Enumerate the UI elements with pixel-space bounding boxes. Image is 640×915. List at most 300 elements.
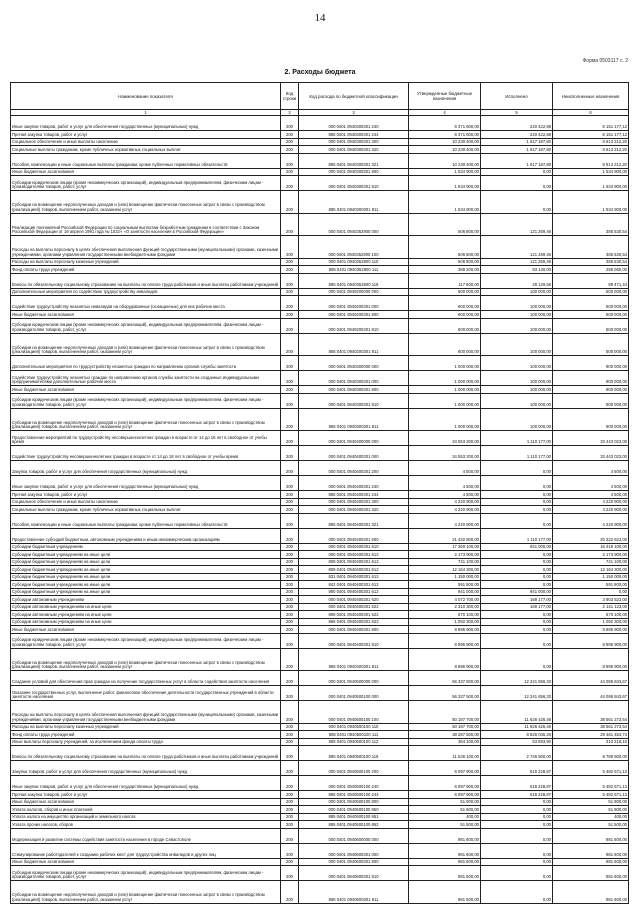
cell-executed: 1 110 177,00 bbox=[481, 446, 553, 461]
cell-line-code: 200 bbox=[281, 446, 299, 461]
cell-unexecuted: 4 500,00 bbox=[553, 461, 629, 476]
cell-approved: 51 500,00 bbox=[409, 821, 481, 829]
table-row bbox=[11, 866, 629, 881]
cell-name: Модернизация и развитие системы содействия занятости населения в городе Севастополе bbox=[11, 828, 281, 843]
cell-line-code: 200 bbox=[281, 266, 299, 274]
cell-line-code: 200 bbox=[281, 498, 299, 506]
cell-unexecuted: 8 613 212,20 bbox=[553, 153, 629, 168]
table-row bbox=[11, 828, 629, 843]
cell-executed: 0,00 bbox=[481, 461, 553, 476]
cell-unexecuted: 38 561 273,54 bbox=[553, 723, 629, 731]
table-row bbox=[11, 258, 629, 266]
cell-line-code: 200 bbox=[281, 821, 299, 829]
cell-name: Прочая закупка товаров, работ и услуг bbox=[11, 491, 281, 499]
form-code: Форма 0503117 с. 2 bbox=[582, 58, 628, 64]
cell-unexecuted: 12 164 300,00 bbox=[553, 566, 629, 574]
cell-name: Субсидии бюджетным учреждениям на иные цели bbox=[11, 566, 281, 574]
cell-line-code: 200 bbox=[281, 731, 299, 739]
cell-approved: 17 360 100,00 bbox=[409, 543, 481, 551]
column-number: 3 bbox=[299, 110, 409, 116]
cell-classification-code: 000 0401 0940300301 810 bbox=[299, 176, 409, 191]
cell-approved: 400,00 bbox=[409, 813, 481, 821]
cell-name: Субсидии бюджетным учреждениям на иные цели bbox=[11, 588, 281, 596]
cell-approved: 981 600,00 bbox=[409, 843, 481, 858]
cell-approved: 2 310 300,00 bbox=[409, 603, 481, 611]
cell-classification-code: 808 0401 0940400301 612 bbox=[299, 558, 409, 566]
header-classification-code: Код расхода по бюджетной классификации bbox=[299, 83, 409, 110]
cell-line-code: 200 bbox=[281, 558, 299, 566]
table-row bbox=[11, 491, 629, 499]
cell-unexecuted: 296 060,00 bbox=[553, 266, 629, 274]
table-row bbox=[11, 701, 629, 724]
cell-approved: 10 230 400,00 bbox=[409, 146, 481, 154]
cell-classification-code: 885 0401 0940500100 119 bbox=[299, 746, 409, 761]
cell-name: Стимулирование работодателей к созданию рабочих мест для трудоустройства инвалидов и других лиц bbox=[11, 843, 281, 858]
cell-classification-code: 809 0401 0940400301 612 bbox=[299, 566, 409, 574]
cell-name: Взносы по обязательному социальному страхованию на выплаты по оплате труда работников и иные выплаты работникам учреждений bbox=[11, 746, 281, 761]
cell-line-code: 200 bbox=[281, 491, 299, 499]
cell-executed: 12 241 656,33 bbox=[481, 686, 553, 701]
table-row bbox=[11, 798, 629, 806]
cell-unexecuted: 4 500,00 bbox=[553, 476, 629, 491]
cell-executed: 0,00 bbox=[481, 491, 553, 499]
cell-classification-code: 000 0401 0940400301 612 bbox=[299, 551, 409, 559]
cell-line-code: 200 bbox=[281, 573, 299, 581]
cell-line-code: 200 bbox=[281, 858, 299, 866]
cell-unexecuted: 900 000,00 bbox=[553, 356, 629, 371]
cell-line-code: 200 bbox=[281, 843, 299, 858]
column-number: 2 bbox=[281, 110, 299, 116]
cell-executed: 941 000,00 bbox=[481, 543, 553, 551]
header-name: Наименование показателя bbox=[11, 83, 281, 110]
cell-classification-code: 885 0401 0940400301 811 bbox=[299, 648, 409, 671]
cell-line-code: 200 bbox=[281, 791, 299, 799]
cell-unexecuted: 670 100,00 bbox=[553, 611, 629, 619]
cell-approved: 1 534 900,00 bbox=[409, 168, 481, 176]
table-row bbox=[11, 558, 629, 566]
cell-approved: 21 432 800,00 bbox=[409, 528, 481, 543]
cell-executed: 0,00 bbox=[481, 498, 553, 506]
cell-name: Субсидии на возмещение недополученных доходов и (или) возмещение фактически понесенных затрат в связи с производством (реализацией) товаров, выполнением работ, оказанием услуг bbox=[11, 408, 281, 431]
cell-executed: 0,00 bbox=[481, 798, 553, 806]
table-row bbox=[11, 266, 629, 274]
cell-name: Дополнительные мероприятия по содействию трудоустройству инвалидов bbox=[11, 288, 281, 296]
cell-classification-code: 000 0401 0940400301 200 bbox=[299, 461, 409, 476]
table-row bbox=[11, 581, 629, 589]
cell-unexecuted: 5 482 671,13 bbox=[553, 761, 629, 776]
cell-classification-code: 000 0401 0940400301 240 bbox=[299, 476, 409, 491]
cell-classification-code: 885 0401 0940400301 321 bbox=[299, 513, 409, 528]
cell-line-code: 200 bbox=[281, 723, 299, 731]
table-row bbox=[11, 648, 629, 671]
cell-classification-code: 809 0401 0940400301 622 bbox=[299, 611, 409, 619]
cell-executed: 1 617 187,80 bbox=[481, 138, 553, 146]
cell-unexecuted: 500 000,00 bbox=[553, 311, 629, 319]
cell-unexecuted: 2 173 900,00 bbox=[553, 551, 629, 559]
cell-line-code: 200 bbox=[281, 288, 299, 296]
cell-classification-code: 000 0401 0940500100 000 bbox=[299, 686, 409, 701]
table-row bbox=[11, 168, 629, 176]
cell-name: Субсидии бюджетным учреждениям на иные цели bbox=[11, 581, 281, 589]
table-row bbox=[11, 191, 629, 214]
cell-approved: 56 337 500,00 bbox=[409, 671, 481, 686]
cell-line-code: 200 bbox=[281, 461, 299, 476]
cell-executed: 0,00 bbox=[481, 806, 553, 814]
cell-executed: 100 000,00 bbox=[481, 296, 553, 311]
cell-approved: 2 173 900,00 bbox=[409, 551, 481, 559]
cell-classification-code: 885 0401 0940352900 111 bbox=[299, 266, 409, 274]
cell-unexecuted: 1 092 300,00 bbox=[553, 618, 629, 626]
cell-executed: 615 228,87 bbox=[481, 791, 553, 799]
table-row bbox=[11, 573, 629, 581]
cell-line-code: 200 bbox=[281, 581, 299, 589]
cell-unexecuted: 33 443 023,00 bbox=[553, 431, 629, 446]
cell-name: Иные закупки товаров, работ и услуг для обеспечения государственных (муниципальных) нужд bbox=[11, 116, 281, 131]
cell-line-code: 200 bbox=[281, 408, 299, 431]
cell-approved: 51 900,00 bbox=[409, 798, 481, 806]
cell-executed: 93 140,00 bbox=[481, 266, 553, 274]
cell-line-code: 200 bbox=[281, 431, 299, 446]
cell-classification-code: 000 0401 0940600301 810 bbox=[299, 866, 409, 881]
cell-line-code: 200 bbox=[281, 236, 299, 259]
cell-executed: 0,00 bbox=[481, 191, 553, 214]
cell-line-code: 200 bbox=[281, 551, 299, 559]
cell-classification-code: 831 0401 0940400301 612 bbox=[299, 573, 409, 581]
column-number: 4 bbox=[409, 110, 481, 116]
cell-unexecuted: 500 000,00 bbox=[553, 318, 629, 333]
cell-approved: 4 072 700,00 bbox=[409, 596, 481, 604]
cell-name: Реализация полномочий Российской Федерации по социальным выплатам безработным гражданам в соответствии с Законом Российской Федерации от 19 апреля 1991 года № 1032-I «О занятости населения в Российской Федерации» bbox=[11, 213, 281, 236]
cell-approved: 389 200,00 bbox=[409, 266, 481, 274]
cell-name: Субсидии на возмещение недополученных доходов и (или) возмещение фактически понесенных затрат в связи с производством (реализацией) товаров, выполнением работ, оказанием услуг bbox=[11, 191, 281, 214]
cell-approved: 6 097 900,00 bbox=[409, 791, 481, 799]
cell-unexecuted: 900 000,00 bbox=[553, 393, 629, 408]
cell-classification-code: 000 0401 0940400301 800 bbox=[299, 626, 409, 634]
cell-classification-code: 000 0401 0940400301 300 bbox=[299, 498, 409, 506]
cell-executed: 0,00 bbox=[481, 611, 553, 619]
cell-approved: 600 000,00 bbox=[409, 311, 481, 319]
cell-approved: 4 500,00 bbox=[409, 476, 481, 491]
cell-line-code: 200 bbox=[281, 191, 299, 214]
cell-approved: 981 600,00 bbox=[409, 828, 481, 843]
cell-executed: 0,00 bbox=[481, 626, 553, 634]
column-number: 1 bbox=[11, 110, 281, 116]
cell-executed: 100 000,00 bbox=[481, 371, 553, 386]
cell-name: Субсидии юридическим лицам (кроме некоммерческих организаций), индивидуальным предпринимателям, физическим лицам - производителям товаров, работ, услуг bbox=[11, 866, 281, 881]
table-row bbox=[11, 138, 629, 146]
cell-classification-code: 000 0401 0940400301 320 bbox=[299, 506, 409, 514]
cell-unexecuted: 900 000,00 bbox=[553, 386, 629, 394]
cell-classification-code: 000 0401 0940300301 800 bbox=[299, 168, 409, 176]
cell-classification-code: 000 0401 0940600301 000 bbox=[299, 843, 409, 858]
cell-executed: 121 269,46 bbox=[481, 213, 553, 236]
cell-line-code: 200 bbox=[281, 566, 299, 574]
cell-approved: 1 000 000,00 bbox=[409, 371, 481, 386]
cell-classification-code: 000 0401 0940352900 100 bbox=[299, 236, 409, 259]
cell-approved: 4 500,00 bbox=[409, 491, 481, 499]
cell-classification-code: 000 0401 0940300301 240 bbox=[299, 116, 409, 131]
cell-classification-code: 000 0401 0940500100 240 bbox=[299, 776, 409, 791]
cell-classification-code: 000 0401 0940500100 200 bbox=[299, 761, 409, 776]
table-row bbox=[11, 146, 629, 154]
cell-classification-code: 885 0401 0940300301 244 bbox=[299, 131, 409, 139]
cell-name: Уплата налогов, сборов и иных платежей bbox=[11, 806, 281, 814]
cell-classification-code: 000 0401 0940352900 110 bbox=[299, 258, 409, 266]
cell-name: Субсидии на возмещение недополученных доходов и (или) возмещение фактически понесенных затрат в связи с производством (реализацией) товаров, выполнением работ, оказанием услуг bbox=[11, 333, 281, 356]
cell-unexecuted: 33 443 023,00 bbox=[553, 446, 629, 461]
table-row bbox=[11, 731, 629, 739]
cell-name: Предоставление мероприятий по трудоустройству несовершеннолетних граждан в возрасте от 14 до 18 лет в свободное от учебы время bbox=[11, 431, 281, 446]
cell-line-code: 200 bbox=[281, 603, 299, 611]
table-row bbox=[11, 843, 629, 858]
cell-executed: 100 000,00 bbox=[481, 356, 553, 371]
table-row bbox=[11, 176, 629, 191]
cell-unexecuted: 310 216,10 bbox=[553, 738, 629, 746]
cell-approved: 981 600,00 bbox=[409, 858, 481, 866]
table-row bbox=[11, 821, 629, 829]
cell-executed: 8 826 045,26 bbox=[481, 731, 553, 739]
cell-executed: 1 110 177,00 bbox=[481, 528, 553, 543]
cell-classification-code: 885 0401 0940352900 119 bbox=[299, 273, 409, 288]
cell-line-code: 200 bbox=[281, 116, 299, 131]
cell-approved: 591 800,00 bbox=[409, 581, 481, 589]
cell-approved: 10 230 400,00 bbox=[409, 153, 481, 168]
cell-line-code: 200 bbox=[281, 528, 299, 543]
cell-name: Субсидии бюджетным учреждениям bbox=[11, 543, 281, 551]
table-row bbox=[11, 761, 629, 776]
cell-executed: 169 177,00 bbox=[481, 603, 553, 611]
cell-name: Субсидии бюджетным учреждениям на иные цели bbox=[11, 573, 281, 581]
header-approved: Утвержденные бюджетные назначения bbox=[409, 83, 481, 110]
cell-name: Прочая закупка товаров, работ и услуг bbox=[11, 131, 281, 139]
cell-approved: 51 900,00 bbox=[409, 806, 481, 814]
table-row bbox=[11, 461, 629, 476]
cell-line-code: 200 bbox=[281, 513, 299, 528]
expenditure-table bbox=[10, 82, 629, 904]
cell-line-code: 200 bbox=[281, 146, 299, 154]
cell-unexecuted: 500 000,00 bbox=[553, 296, 629, 311]
cell-unexecuted: 591 800,00 bbox=[553, 581, 629, 589]
table-row bbox=[11, 356, 629, 371]
cell-name: Пособия, компенсации и иные социальные выплаты гражданам, кроме публичных нормативных обязательств bbox=[11, 513, 281, 528]
table-row bbox=[11, 116, 629, 131]
cell-line-code: 200 bbox=[281, 866, 299, 881]
cell-line-code: 200 bbox=[281, 168, 299, 176]
cell-approved: 8 895 900,00 bbox=[409, 633, 481, 648]
cell-classification-code: 866 0401 0940400301 622 bbox=[299, 618, 409, 626]
cell-unexecuted: 5 482 671,13 bbox=[553, 776, 629, 791]
cell-name: Иные бюджетные ассигнования bbox=[11, 168, 281, 176]
cell-classification-code: 000 0401 0940300301 320 bbox=[299, 146, 409, 154]
cell-unexecuted: 3 903 523,00 bbox=[553, 596, 629, 604]
cell-classification-code: 000 0401 0940500000 000 bbox=[299, 671, 409, 686]
cell-name: Субсидии на возмещение недополученных доходов и (или) возмещение фактически понесенных затрат в связи с производством (реализацией) товаров, выполнением работ, оказанием услуг bbox=[11, 648, 281, 671]
cell-executed: 100 000,00 bbox=[481, 311, 553, 319]
table-row bbox=[11, 566, 629, 574]
cell-executed: 0,00 bbox=[481, 618, 553, 626]
cell-approved: 34 553 200,00 bbox=[409, 446, 481, 461]
cell-name: Оказание государственных услуг, выполнение работ, финансовое обеспечение деятельности государственных учреждений в области занятости населения bbox=[11, 686, 281, 701]
cell-unexecuted: 51 900,00 bbox=[553, 798, 629, 806]
cell-name: Субсидии на возмещение недополученных доходов и (или) возмещение фактически понесенных затрат в связи с производством (реализацией) товаров, выполнением работ, оказанием услуг bbox=[11, 881, 281, 904]
cell-name: Закупка товаров, работ и услуг для обеспечения государственных (муниципальных) нужд bbox=[11, 761, 281, 776]
cell-approved: 6 371 600,00 bbox=[409, 116, 481, 131]
cell-classification-code: 000 0401 0940600000 000 bbox=[299, 828, 409, 843]
table-row bbox=[11, 746, 629, 761]
cell-approved: 1 000 000,00 bbox=[409, 408, 481, 431]
cell-unexecuted: 741 100,00 bbox=[553, 558, 629, 566]
cell-classification-code: 000 0401 0940400000 000 bbox=[299, 431, 409, 446]
cell-unexecuted: 981 600,00 bbox=[553, 843, 629, 858]
cell-executed: 0,00 bbox=[481, 476, 553, 491]
cell-name: Содействие трудоустройству незанятых инвалидов на оборудованные (оснащенные) для них рабочие места bbox=[11, 296, 281, 311]
cell-classification-code: 000 0401 0940400301 622 bbox=[299, 603, 409, 611]
cell-name: Субсидии юридическим лицам (кроме некоммерческих организаций), индивидуальным предпринимателям, физическим лицам - производителям товаров, работ, услуг bbox=[11, 393, 281, 408]
cell-executed: 0,00 bbox=[481, 551, 553, 559]
cell-approved: 38 287 500,00 bbox=[409, 731, 481, 739]
cell-line-code: 200 bbox=[281, 596, 299, 604]
table-row bbox=[11, 498, 629, 506]
cell-unexecuted: 1 150 000,00 bbox=[553, 573, 629, 581]
cell-name: Иные бюджетные ассигнования bbox=[11, 386, 281, 394]
cell-classification-code: 885 0401 0940500100 112 bbox=[299, 738, 409, 746]
header-executed: Исполнено bbox=[481, 83, 553, 110]
cell-executed: 0,00 bbox=[481, 566, 553, 574]
cell-name: Субсидии автономным учреждениям на иные цели bbox=[11, 618, 281, 626]
cell-executed: 220 422,88 bbox=[481, 131, 553, 139]
cell-executed: 0,00 bbox=[481, 513, 553, 528]
cell-classification-code: 000 0401 0940300301 000 bbox=[299, 371, 409, 386]
cell-approved: 670 100,00 bbox=[409, 611, 481, 619]
cell-name: Социальное обеспечение и иные выплаты населению bbox=[11, 138, 281, 146]
cell-executed: 0,00 bbox=[481, 558, 553, 566]
cell-name: Социальные выплаты гражданам, кроме публичных нормативных социальных выплат bbox=[11, 146, 281, 154]
table-row bbox=[11, 791, 629, 799]
cell-line-code: 200 bbox=[281, 588, 299, 596]
cell-line-code: 200 bbox=[281, 543, 299, 551]
table-row bbox=[11, 333, 629, 356]
cell-line-code: 200 bbox=[281, 213, 299, 236]
cell-name: Субсидии автономным учреждениям на иные цели bbox=[11, 611, 281, 619]
cell-approved: 600 000,00 bbox=[409, 333, 481, 356]
cell-line-code: 200 bbox=[281, 296, 299, 311]
cell-line-code: 200 bbox=[281, 761, 299, 776]
cell-name: Расходы на выплаты персоналу в целях обеспечения выполнения функций государственными (муниципальными) органами, казенными учреждениями, органами управления государственными внебюджетными фондами bbox=[11, 236, 281, 259]
cell-unexecuted: 981 600,00 bbox=[553, 866, 629, 881]
cell-classification-code: 885 0401 0940500100 852 bbox=[299, 821, 409, 829]
cell-unexecuted: 5 482 671,13 bbox=[553, 791, 629, 799]
cell-line-code: 200 bbox=[281, 311, 299, 319]
table-row bbox=[11, 408, 629, 431]
column-number: 5 bbox=[481, 110, 553, 116]
cell-line-code: 200 bbox=[281, 813, 299, 821]
cell-approved: 1 092 300,00 bbox=[409, 618, 481, 626]
cell-approved: 600 000,00 bbox=[409, 318, 481, 333]
cell-approved: 1 000 000,00 bbox=[409, 356, 481, 371]
cell-approved: 4 220 900,00 bbox=[409, 513, 481, 528]
cell-unexecuted: 385 530,54 bbox=[553, 213, 629, 236]
cell-unexecuted: 981 600,00 bbox=[553, 828, 629, 843]
cell-approved: 506 800,00 bbox=[409, 213, 481, 236]
cell-unexecuted: 89 471,44 bbox=[553, 273, 629, 288]
table-row bbox=[11, 446, 629, 461]
cell-approved: 506 800,00 bbox=[409, 258, 481, 266]
cell-name: Субсидии бюджетным учреждениям на иные цели bbox=[11, 558, 281, 566]
cell-line-code: 200 bbox=[281, 806, 299, 814]
table-row bbox=[11, 671, 629, 686]
cell-approved: 34 553 200,00 bbox=[409, 431, 481, 446]
page-number: 14 bbox=[314, 12, 326, 24]
table-row bbox=[11, 513, 629, 528]
table-row bbox=[11, 738, 629, 746]
cell-approved: 6 097 900,00 bbox=[409, 776, 481, 791]
cell-name: Социальные выплаты гражданам, кроме публичных нормативных социальных выплат bbox=[11, 506, 281, 514]
cell-unexecuted: 51 500,00 bbox=[553, 821, 629, 829]
cell-classification-code: 000 0401 0940400301 600 bbox=[299, 528, 409, 543]
table-row bbox=[11, 431, 629, 446]
cell-line-code: 200 bbox=[281, 686, 299, 701]
cell-executed: 0,00 bbox=[481, 828, 553, 843]
cell-name: Субсидии автономным учреждениям bbox=[11, 596, 281, 604]
cell-unexecuted: 51 900,00 bbox=[553, 806, 629, 814]
table-header-row bbox=[11, 83, 629, 110]
cell-line-code: 200 bbox=[281, 626, 299, 634]
cell-line-code: 200 bbox=[281, 333, 299, 356]
cell-unexecuted: 2 141 123,00 bbox=[553, 603, 629, 611]
header-line-code: Код строки bbox=[281, 83, 299, 110]
cell-approved: 117 600,00 bbox=[409, 273, 481, 288]
cell-approved: 600 000,00 bbox=[409, 296, 481, 311]
cell-classification-code: 000 0401 0940400301 610 bbox=[299, 543, 409, 551]
cell-name: Уплата налога на имущество организаций и земельного налога bbox=[11, 813, 281, 821]
cell-name: Содействие трудоустройству несовершеннолетних граждан в возрасте от 14 до 18 лет в свободное от учебы время bbox=[11, 446, 281, 461]
cell-executed: 0,00 bbox=[481, 648, 553, 671]
cell-classification-code: 885 0401 0940500100 111 bbox=[299, 731, 409, 739]
cell-executed: 0,00 bbox=[481, 866, 553, 881]
cell-name: Иные бюджетные ассигнования bbox=[11, 311, 281, 319]
cell-name: Социальное обеспечение и иные выплаты населению bbox=[11, 498, 281, 506]
cell-line-code: 200 bbox=[281, 393, 299, 408]
cell-classification-code: 885 0401 0940500100 244 bbox=[299, 791, 409, 799]
table-row bbox=[11, 603, 629, 611]
cell-name: Предоставление субсидий бюджетным, автономным учреждениям и иным некоммерческим организациям bbox=[11, 528, 281, 543]
cell-classification-code: 000 0401 0940500100 110 bbox=[299, 723, 409, 731]
cell-unexecuted: 44 095 843,67 bbox=[553, 671, 629, 686]
cell-executed: 0,00 bbox=[481, 176, 553, 191]
cell-classification-code: 000 0401 0940200301 000 bbox=[299, 296, 409, 311]
section-heading: 2. Расходы бюджета bbox=[284, 69, 356, 76]
cell-line-code: 200 bbox=[281, 356, 299, 371]
cell-unexecuted: 8 895 900,00 bbox=[553, 648, 629, 671]
cell-unexecuted: 8 613 212,20 bbox=[553, 146, 629, 154]
cell-line-code: 200 bbox=[281, 476, 299, 491]
table-row bbox=[11, 551, 629, 559]
cell-executed: 1 110 177,00 bbox=[481, 431, 553, 446]
cell-unexecuted: 38 561 273,54 bbox=[553, 701, 629, 724]
cell-approved: 981 600,00 bbox=[409, 881, 481, 904]
cell-name: Создание условий для обеспечения прав граждан на получение государственных услуг в области содействия занятости населения bbox=[11, 671, 281, 686]
table-row bbox=[11, 386, 629, 394]
cell-classification-code: 885 0401 0940300301 811 bbox=[299, 191, 409, 214]
cell-name: Расходы на выплаты персоналу в целях обеспечения выполнения функций государственными (муниципальными) органами, казенными учреждениями, органами управления государственными внебюджетными фондами bbox=[11, 701, 281, 724]
cell-name: Уплата прочих налогов, сборов bbox=[11, 821, 281, 829]
cell-unexecuted: 385 530,54 bbox=[553, 258, 629, 266]
cell-executed: 121 269,46 bbox=[481, 236, 553, 259]
cell-classification-code: 000 0401 0940400301 620 bbox=[299, 596, 409, 604]
cell-classification-code: 000 0401 0940300301 800 bbox=[299, 386, 409, 394]
cell-classification-code: 885 0401 0940500100 851 bbox=[299, 813, 409, 821]
cell-name: Субсидии юридическим лицам (кроме некоммерческих организаций), индивидуальным предпринимателям, физическим лицам - производителям товаров, работ, услуг bbox=[11, 633, 281, 648]
